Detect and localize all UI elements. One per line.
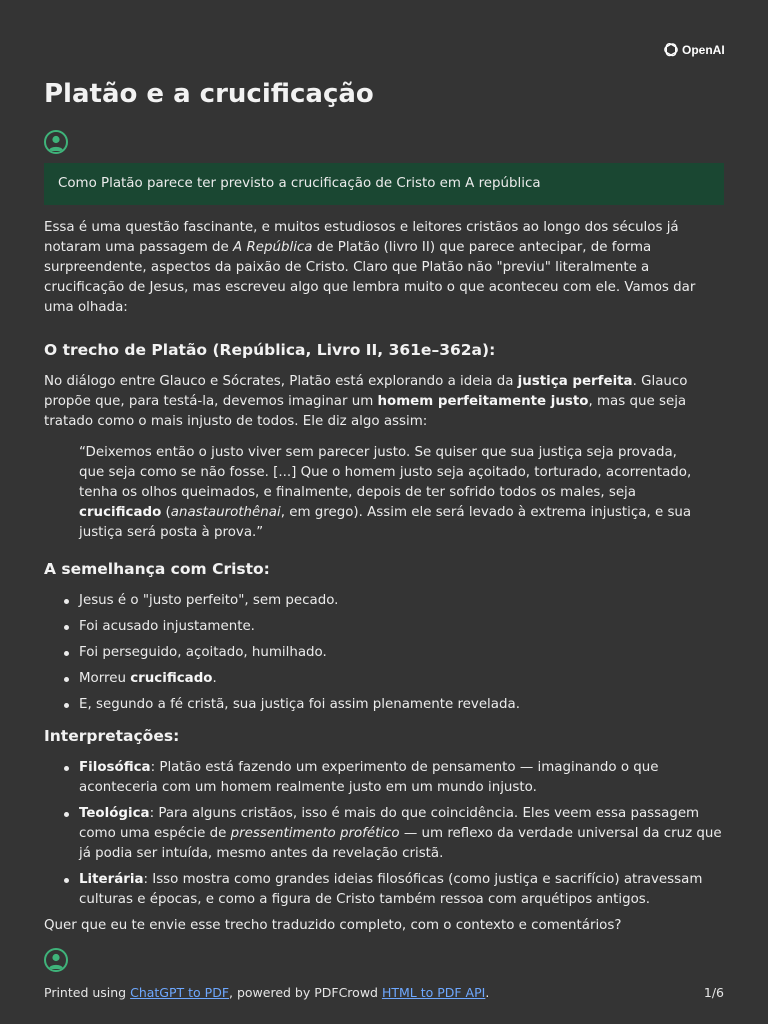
openai-logo-icon [663,42,679,58]
logo-text: OpenAI [682,43,725,57]
section-heading-trecho: O trecho de Platão (República, Livro II, 361e–362a): [44,341,496,359]
page-number: 1/6 [703,985,724,1000]
list-item: Morreu crucificado. [79,669,724,689]
closing-question: Quer que eu te envie esse trecho traduzido completo, com o contexto e comentários? [44,918,622,933]
list-item: Jesus é o "justo perfeito", sem pecado. [79,591,724,611]
interpretacoes-list [44,758,724,910]
list-item-literaria: Literária: Isso mostra como grandes ideias filosóficas (como justiça e sacrifício) atravessam culturas e épocas, e como a figura de Cristo também ressoa com arquétipos antigos. [79,870,724,910]
print-footer: Printed using ChatGPT to PDF, powered by PDFCrowd HTML to PDF API. 1/6 [44,983,724,1003]
trecho-paragraph: No diálogo entre Glauco e Sócrates, Platão está explorando a ideia da justiça perfeita. Glauco propõe que, para testá-la, devemos imaginar um homem perfeitamente justo, mas que seja tratado como o mais injusto de todos. Ele diz algo assim: [44,374,688,429]
user-avatar-icon [44,130,68,154]
plato-quote: “Deixemos então o justo viver sem parecer justo. Se quiser que sua justiça seja provada, que seja como se não fosse. [...] Que o homem justo seja açoitado, torturado, acorrentado, tenha os olhos queimados, e finalmente, depois de ter sofrido todos os males, seja crucificado (anastaurothênai, em grego). Assim ele será levado à extrema injustiça, e sua justiça será posta à prova.” [79,445,692,540]
list-item-teologica: Teológica: Para alguns cristãos, isso é mais do que coincidência. Eles veem essa passagem como uma espécie de pressentimento profético — um reflexo da verdade universal da cruz que já podia ser intuída, mesmo antes da revelação cristã. [79,804,724,864]
page-title: Platão e a crucificação [44,79,374,109]
semelhanca-list [44,591,724,715]
list-item: Foi perseguido, açoitado, humilhado. [79,643,724,663]
list-item: E, segundo a fé cristã, sua justiça foi assim plenamente revelada. [79,695,724,715]
html-to-pdf-api-link[interactable]: HTML to PDF API [381,985,486,1000]
list-item: Foi acusado injustamente. [79,617,724,637]
section-heading-interpretacoes: Interpretações: [44,727,180,745]
section-heading-semelhanca: A semelhança com Cristo: [44,560,270,578]
user-avatar-icon [44,948,68,972]
conversation [44,76,724,972]
list-item-filosofica: Filosófica: Platão está fazendo um experimento de pensamento — imaginando o que aconteceria com um homem realmente justo em um mundo injusto. [79,758,724,798]
user-prompt: Como Platão parece ter previsto a crucificação de Cristo em A república [44,163,724,205]
chatgpt-to-pdf-link[interactable]: ChatGPT to PDF [130,985,230,1000]
intro-paragraph: Essa é uma questão fascinante, e muitos estudiosos e leitores cristãos ao longo dos séculos já notaram uma passagem de A República de Platão (livro II) que parece antecipar, de forma surpreendente, aspectos da paixão de Cristo. Claro que Platão não "previu" literalmente a crucificação de Jesus, mas escreveu algo que lembra muito o que aconteceu com ele. Vamos dar uma olhada: [44,220,696,315]
openai-logo [663,40,725,60]
